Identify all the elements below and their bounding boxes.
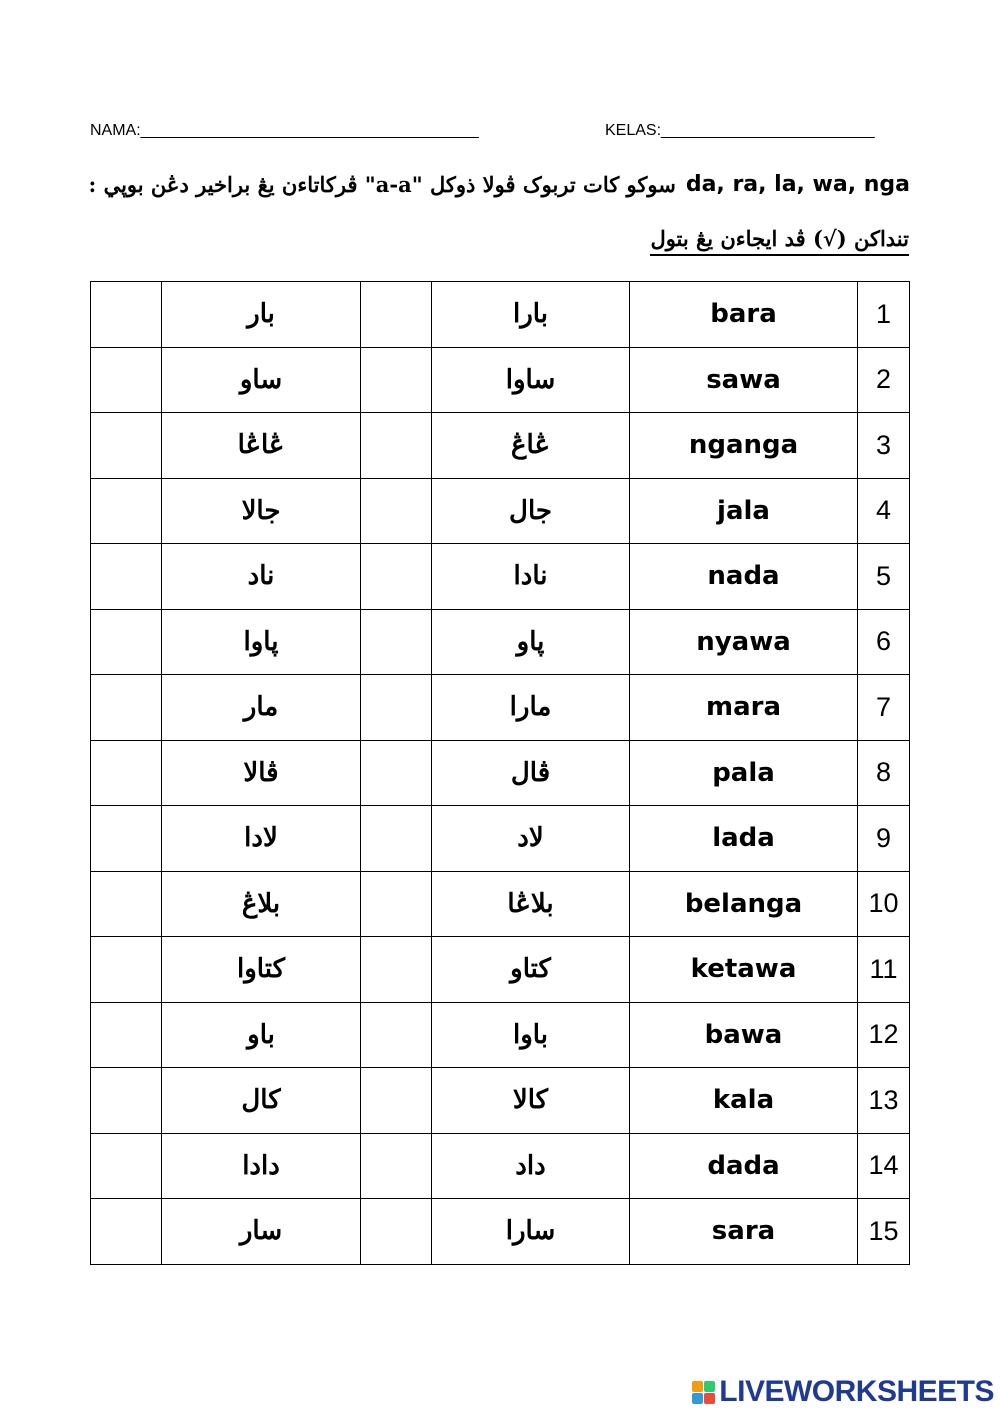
logo-square-4 — [704, 1393, 715, 1404]
table-row — [91, 1002, 910, 1068]
tick-box-option-1[interactable] — [361, 1068, 432, 1134]
table-row — [91, 347, 910, 413]
tick-box-option-2[interactable] — [91, 806, 162, 872]
name-field-label[interactable]: NAMA:______________________________________ — [90, 122, 479, 139]
table-row — [91, 544, 910, 610]
jawi-option-2: ناد — [162, 544, 361, 610]
liveworksheets-logo-icon — [692, 1381, 715, 1404]
tick-box-option-1[interactable] — [361, 675, 432, 741]
jawi-option-1: ڽاو — [432, 609, 630, 675]
class-field-label[interactable]: KELAS:________________________ — [605, 122, 875, 139]
jawi-option-2: دادا — [162, 1133, 361, 1199]
tick-box-option-2[interactable] — [91, 544, 162, 610]
table-row — [91, 1133, 910, 1199]
tick-box-option-1[interactable] — [361, 937, 432, 1003]
row-number: 10 — [858, 871, 910, 937]
table-row — [91, 675, 910, 741]
jawi-option-2: كال — [162, 1068, 361, 1134]
logo-square-2 — [704, 1381, 715, 1392]
tick-box-option-2[interactable] — [91, 1133, 162, 1199]
row-number: 5 — [858, 544, 910, 610]
tick-box-option-2[interactable] — [91, 413, 162, 479]
tick-box-option-2[interactable] — [91, 1199, 162, 1265]
table-row — [91, 740, 910, 806]
tick-box-option-1[interactable] — [361, 1002, 432, 1068]
rumi-word: mara — [630, 675, 858, 741]
jawi-option-2: لادا — [162, 806, 361, 872]
tick-box-option-1[interactable] — [361, 478, 432, 544]
row-number: 15 — [858, 1199, 910, 1265]
tick-box-option-1[interactable] — [361, 1133, 432, 1199]
row-number: 4 — [858, 478, 910, 544]
rumi-word: ketawa — [630, 937, 858, 1003]
table-row — [91, 871, 910, 937]
rumi-word: dada — [630, 1133, 858, 1199]
tick-box-option-2[interactable] — [91, 1068, 162, 1134]
instruction-jawi-text: سوكو كات تربوک ڤولا ذوكل "a-a" ڤركاتاءن يڠ براخير دڠن بوڽي : — [88, 171, 676, 197]
jawi-option-1: سارا — [432, 1199, 630, 1265]
logo-square-3 — [692, 1393, 703, 1404]
tick-box-option-1[interactable] — [361, 740, 432, 806]
jawi-option-2: بار — [162, 282, 361, 348]
logo-square-1 — [692, 1381, 703, 1392]
jawi-option-2: ڤالا — [162, 740, 361, 806]
jawi-option-1: ڤال — [432, 740, 630, 806]
rumi-word: nyawa — [630, 609, 858, 675]
rumi-word: pala — [630, 740, 858, 806]
table-row — [91, 609, 910, 675]
tick-box-option-2[interactable] — [91, 478, 162, 544]
row-number: 11 — [858, 937, 910, 1003]
row-number: 2 — [858, 347, 910, 413]
rumi-word: lada — [630, 806, 858, 872]
table-row — [91, 1199, 910, 1265]
table-row — [91, 806, 910, 872]
jawi-option-1: ساوا — [432, 347, 630, 413]
tick-box-option-2[interactable] — [91, 1002, 162, 1068]
tick-box-option-2[interactable] — [91, 740, 162, 806]
table-row — [91, 937, 910, 1003]
jawi-option-1: كتاو — [432, 937, 630, 1003]
row-number: 6 — [858, 609, 910, 675]
jawi-option-2: مار — [162, 675, 361, 741]
jawi-option-2: ڽاوا — [162, 609, 361, 675]
rumi-word: nada — [630, 544, 858, 610]
tick-box-option-1[interactable] — [361, 806, 432, 872]
jawi-option-2: باو — [162, 1002, 361, 1068]
jawi-option-2: ساو — [162, 347, 361, 413]
jawi-option-1: لاد — [432, 806, 630, 872]
jawi-option-1: بارا — [432, 282, 630, 348]
tick-box-option-1[interactable] — [361, 347, 432, 413]
jawi-option-2: كتاوا — [162, 937, 361, 1003]
liveworksheets-logo — [692, 1375, 994, 1409]
tick-box-option-2[interactable] — [91, 609, 162, 675]
table-row — [91, 478, 910, 544]
jawi-option-1: بلاڠا — [432, 871, 630, 937]
tick-box-option-1[interactable] — [361, 544, 432, 610]
row-number: 1 — [858, 282, 910, 348]
tick-box-option-1[interactable] — [361, 871, 432, 937]
tick-box-option-2[interactable] — [91, 282, 162, 348]
logo-text: LIVEWORKSHEETS — [719, 1375, 994, 1408]
rumi-word: belanga — [630, 871, 858, 937]
jawi-option-1: كالا — [432, 1068, 630, 1134]
tick-box-option-1[interactable] — [361, 282, 432, 348]
jawi-option-1: جال — [432, 478, 630, 544]
row-number: 3 — [858, 413, 910, 479]
rumi-word: jala — [630, 478, 858, 544]
instruction-line-2: تنداكن (√) ڤد ايجاءن يڠ بتول — [650, 226, 909, 256]
tick-box-option-2[interactable] — [91, 675, 162, 741]
tick-box-option-1[interactable] — [361, 609, 432, 675]
spelling-table — [90, 281, 910, 1265]
jawi-option-1: نادا — [432, 544, 630, 610]
rumi-word: bara — [630, 282, 858, 348]
row-number: 9 — [858, 806, 910, 872]
jawi-option-2: ڠاڠا — [162, 413, 361, 479]
jawi-option-1: داد — [432, 1133, 630, 1199]
instruction-syllables: da, ra, la, wa, nga — [685, 171, 910, 197]
jawi-option-1: ڠاڠ — [432, 413, 630, 479]
table-row — [91, 282, 910, 348]
table-row — [91, 413, 910, 479]
tick-box-option-2[interactable] — [91, 937, 162, 1003]
jawi-option-1: باوا — [432, 1002, 630, 1068]
row-number: 14 — [858, 1133, 910, 1199]
jawi-option-2: سار — [162, 1199, 361, 1265]
tick-box-option-2[interactable] — [91, 347, 162, 413]
rumi-word: kala — [630, 1068, 858, 1134]
table-row — [91, 1068, 910, 1134]
tick-box-option-1[interactable] — [361, 1199, 432, 1265]
row-number: 12 — [858, 1002, 910, 1068]
tick-box-option-1[interactable] — [361, 413, 432, 479]
tick-box-option-2[interactable] — [91, 871, 162, 937]
rumi-word: sawa — [630, 347, 858, 413]
row-number: 8 — [858, 740, 910, 806]
rumi-word: sara — [630, 1199, 858, 1265]
rumi-word: nganga — [630, 413, 858, 479]
jawi-option-2: بلاڠ — [162, 871, 361, 937]
jawi-option-2: جالا — [162, 478, 361, 544]
row-number: 13 — [858, 1068, 910, 1134]
jawi-option-1: مارا — [432, 675, 630, 741]
rumi-word: bawa — [630, 1002, 858, 1068]
row-number: 7 — [858, 675, 910, 741]
instruction-line-1 — [90, 166, 910, 202]
